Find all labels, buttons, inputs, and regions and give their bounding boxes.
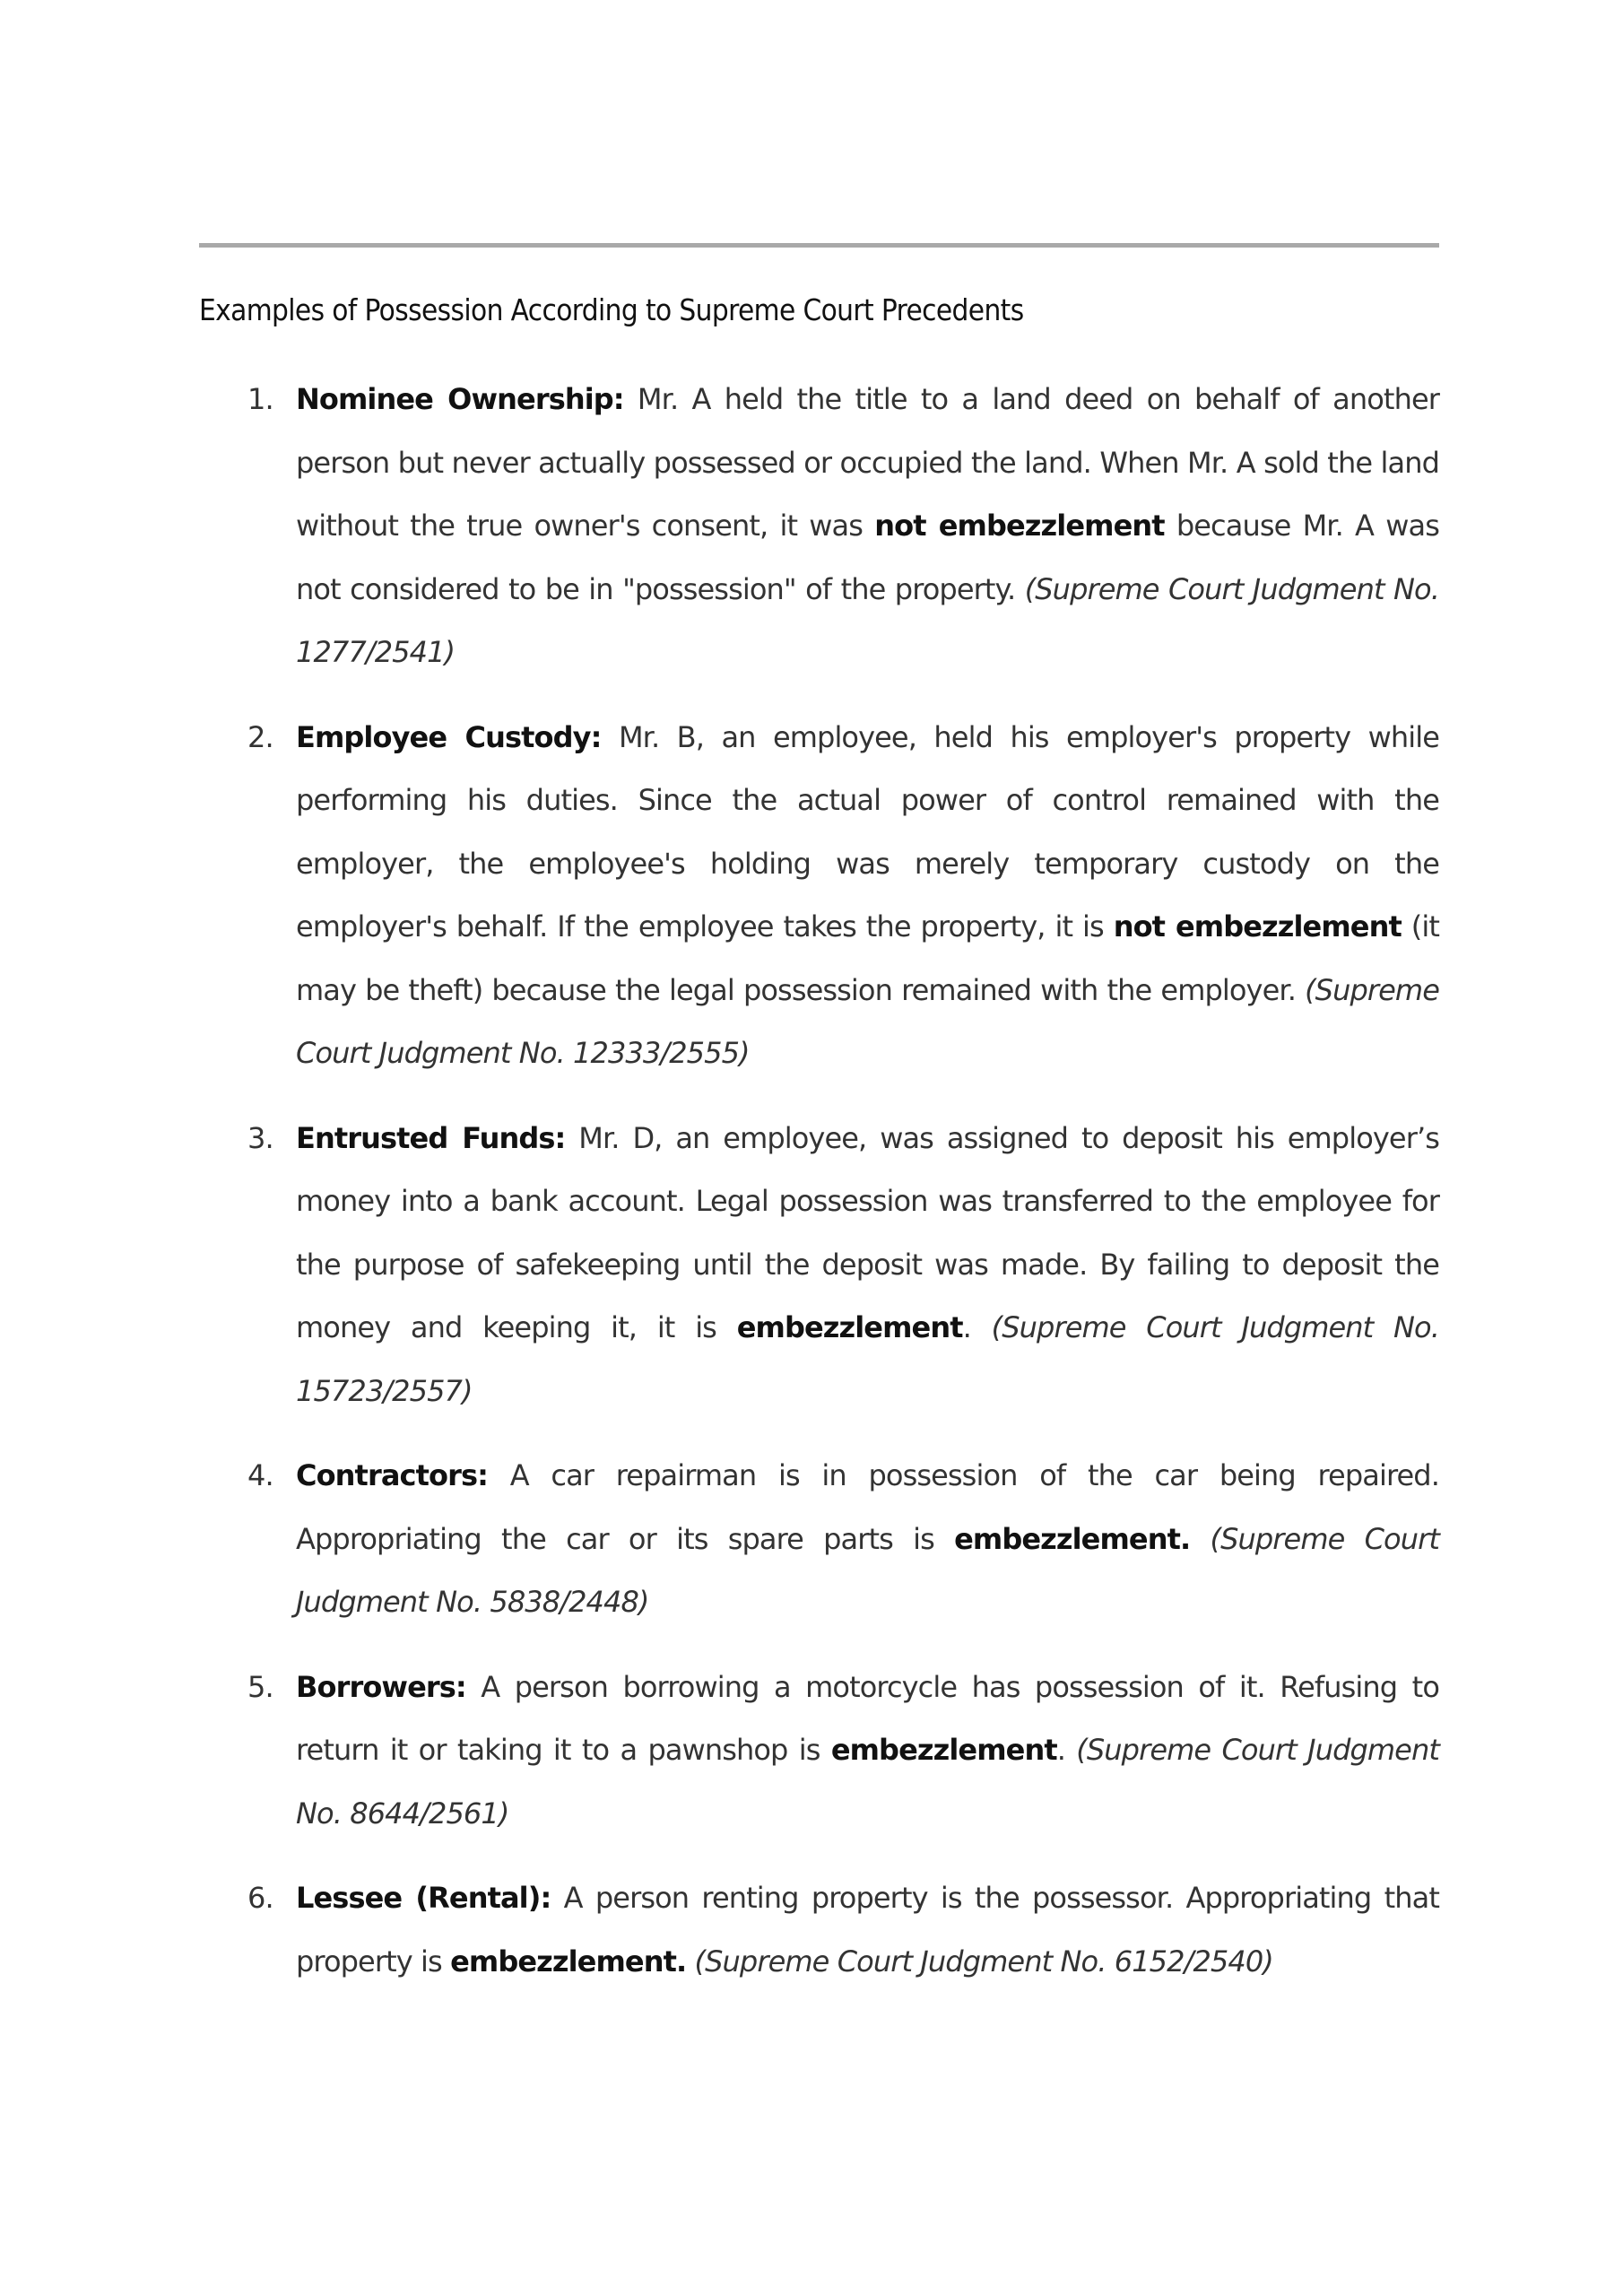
item-emphasis: not embezzlement (874, 509, 1165, 543)
item-term: Borrowers: (296, 1669, 466, 1704)
item-term: Nominee Ownership: (296, 382, 624, 416)
item-number: 1. (247, 382, 273, 416)
item-citation: (Supreme Court Judgment No. 15723/2557) (296, 1310, 1440, 1408)
item-emphasis: embezzlement. (954, 1521, 1191, 1556)
list-item (199, 1866, 1439, 1993)
precedent-list (199, 368, 1439, 2014)
list-item (199, 706, 1439, 1085)
item-text: Mr. D, an employee, was assigned to deposit his employer’s money into a bank account. Legal possession was transferred to the employee for the purpose of safekeeping until the deposit was made. By failing to deposit the money and keeping it, it is (296, 1120, 1439, 1344)
item-emphasis: embezzlement (830, 1733, 1057, 1767)
item-citation: (Supreme Court Judgment No. 12333/2555) (296, 972, 1439, 1070)
list-item (199, 1107, 1439, 1423)
item-term: Lessee (Rental): (296, 1881, 551, 1915)
list-item (199, 1656, 1439, 1846)
item-text: A car repairman is in possession of the car being repaired. Appropriating the car or its spare parts is (296, 1458, 1439, 1556)
item-text: A person borrowing a motorcycle has possession of it. Refusing to return it or taking it to a pawnshop is (296, 1669, 1439, 1767)
item-text-after: . (962, 1310, 992, 1344)
item-text: Mr. A held the title to a land deed on behalf of another person but never actually possessed or occupied the land. When Mr. A sold the land without the true owner's consent, it was (296, 382, 1439, 543)
item-text: Mr. B, an employee, held his employer's property while performing his duties. Since the actual power of control remained with the employer, the employee's holding was merely temporary custody on the employer's behalf. If the employee takes the property, it is (296, 719, 1439, 944)
item-emphasis: embezzlement. (450, 1944, 687, 1979)
horizontal-rule (199, 243, 1439, 248)
item-text-after (686, 1944, 694, 1979)
item-citation: (Supreme Court Judgment No. 8644/2561) (296, 1733, 1439, 1831)
item-citation: (Supreme Court Judgment No. 6152/2540) (694, 1944, 1273, 1979)
item-number: 6. (247, 1881, 273, 1915)
list-item (199, 368, 1439, 684)
item-text-after: (it may be theft) because the legal possession remained with the employer. (296, 909, 1440, 1007)
section-heading: Examples of Possession According to Supreme Court Precedents (199, 292, 1024, 327)
item-term: Employee Custody: (296, 719, 602, 754)
item-text: A person renting property is the possessor. Appropriating that property is (296, 1881, 1439, 1979)
item-term: Entrusted Funds: (296, 1120, 566, 1155)
item-number: 2. (247, 719, 273, 754)
item-emphasis: not embezzlement (1113, 909, 1402, 944)
item-text-after: . (1056, 1733, 1077, 1767)
item-text-after (1190, 1522, 1210, 1556)
item-emphasis: embezzlement (736, 1310, 963, 1344)
list-item (199, 1444, 1439, 1634)
item-number: 4. (247, 1458, 273, 1492)
item-text-after: because Mr. A was not considered to be in "possession" of the property. (296, 509, 1439, 606)
item-number: 5. (247, 1669, 273, 1704)
item-term: Contractors: (296, 1458, 488, 1492)
item-number: 3. (247, 1120, 273, 1155)
item-citation: (Supreme Court Judgment No. 5838/2448) (296, 1521, 1440, 1619)
item-citation: (Supreme Court Judgment No. 1277/2541) (296, 571, 1440, 669)
